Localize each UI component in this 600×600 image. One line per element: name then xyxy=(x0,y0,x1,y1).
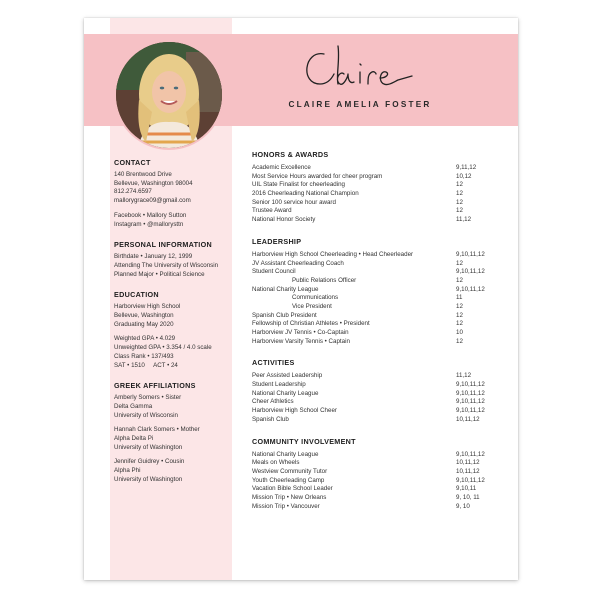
greek-line: Jennifer Guidrey • Cousin xyxy=(114,458,185,466)
item-grades: 9, 10 xyxy=(456,502,470,510)
list-item xyxy=(252,173,502,182)
item-grades: 11 xyxy=(456,294,463,302)
item-text: Mission Trip • New Orleans xyxy=(252,493,327,501)
item-text: National Charity League xyxy=(252,450,319,458)
list-item xyxy=(252,416,502,425)
item-grades: 9,10,11,12 xyxy=(456,250,485,258)
greek-line: University of Washington xyxy=(114,475,183,483)
activities-heading: ACTIVITIES xyxy=(252,358,295,368)
item-grades: 9,10,11,12 xyxy=(456,398,485,406)
script-name-signature xyxy=(294,40,434,100)
list-item xyxy=(252,372,502,381)
leadership-heading: LEADERSHIP xyxy=(252,236,302,246)
personal-line: Planned Major • Political Science xyxy=(114,270,205,278)
list-item xyxy=(252,451,502,460)
greek-heading: GREEK AFFILIATIONS xyxy=(114,381,196,391)
list-item xyxy=(252,468,502,477)
list-item xyxy=(252,260,502,269)
item-grades: 12 xyxy=(456,337,463,345)
item-text: Vice President xyxy=(292,302,332,310)
greek-line: Alpha Delta Pi xyxy=(114,435,154,443)
list-item xyxy=(252,286,502,295)
item-text: Spanish Club President xyxy=(252,311,317,319)
honors-section xyxy=(252,150,502,225)
personal-section xyxy=(114,240,234,279)
score-line: Class Rank • 137/493 xyxy=(114,352,174,360)
item-text: Academic Excellence xyxy=(252,164,311,171)
list-item xyxy=(252,268,502,277)
greek-line: Delta Gamma xyxy=(114,402,153,410)
item-grades: 11,12 xyxy=(456,216,472,224)
greek-section xyxy=(114,381,234,484)
item-text: Westview Community Tutor xyxy=(252,467,328,475)
item-grades: 10 xyxy=(456,329,463,336)
profile-photo xyxy=(114,40,224,150)
item-text: Cheer Athletics xyxy=(252,398,294,406)
item-text: Mission Trip • Vancouver xyxy=(252,502,320,510)
list-item xyxy=(252,494,502,503)
social-line: Facebook • Mallory Sutton xyxy=(114,211,187,219)
leadership-list xyxy=(252,251,502,347)
education-heading: EDUCATION xyxy=(114,290,159,300)
item-text: Spanish Club xyxy=(252,415,289,423)
item-grades: 12 xyxy=(456,181,463,189)
item-text: Public Relations Officer xyxy=(292,276,357,284)
full-name: CLAIRE AMELIA FOSTER xyxy=(288,100,432,109)
list-item xyxy=(252,190,502,199)
score-line: Unweighted GPA • 3.354 / 4.0 scale xyxy=(114,344,212,352)
honors-heading: HONORS & AWARDS xyxy=(252,150,329,159)
greek-line: Amberly Somers • Sister xyxy=(114,394,182,402)
right-column xyxy=(252,150,502,523)
personal-line: Attending The University of Wisconsin xyxy=(114,261,219,269)
item-text: Student Leadership xyxy=(252,381,306,389)
item-text: Harborview High School Cheer xyxy=(252,407,337,415)
item-text: National Honor Society xyxy=(252,216,316,224)
contact-line: 812.274.6597 xyxy=(114,188,152,196)
greek-line: Alpha Phi xyxy=(114,467,141,475)
list-item xyxy=(252,207,502,216)
community-list xyxy=(252,451,502,512)
list-item xyxy=(252,485,502,494)
item-grades: 9,10,11,12 xyxy=(456,381,485,389)
list-item xyxy=(252,381,502,390)
item-grades: 9, 10, 11 xyxy=(456,493,480,501)
item-grades: 12 xyxy=(456,276,463,284)
item-text: Harborview High School Cheerleading • Head Cheerleader xyxy=(252,250,414,258)
list-item xyxy=(252,312,502,321)
item-grades: 12 xyxy=(456,190,463,198)
social-line: Instagram • @mallorysttn xyxy=(114,220,184,228)
item-text: 2016 Cheerleading National Champion xyxy=(252,190,359,198)
item-grades: 10,11,12 xyxy=(456,459,480,467)
activities-list xyxy=(252,372,502,424)
list-item xyxy=(252,459,502,468)
list-item xyxy=(252,294,502,303)
item-text: JV Assistant Cheerleading Coach xyxy=(252,259,344,267)
list-item xyxy=(252,320,502,329)
list-item xyxy=(252,503,502,512)
list-item xyxy=(252,216,502,225)
education-line: Graduating May 2020 xyxy=(114,320,174,328)
item-text: Harborview Varsity Tennis • Captain xyxy=(252,337,350,345)
greek-line: Hannah Clark Somers • Mother xyxy=(114,426,200,434)
item-text: Communications xyxy=(292,294,339,302)
item-grades: 9,10,11,12 xyxy=(456,407,485,415)
item-grades: 12 xyxy=(456,320,463,328)
score-line: Weighted GPA • 4.029 xyxy=(114,335,176,343)
personal-line: Birthdate • January 12, 1999 xyxy=(114,253,193,261)
list-item xyxy=(252,277,502,286)
item-text: Student Council xyxy=(252,268,296,276)
education-line: Harborview High School xyxy=(114,303,181,311)
activities-section xyxy=(252,358,502,424)
greek-line: University of Wisconsin xyxy=(114,411,178,419)
item-grades: 12 xyxy=(456,302,463,310)
item-grades: 9,10,11,12 xyxy=(456,285,485,293)
greek-line: University of Washington xyxy=(114,443,183,451)
resume-page xyxy=(84,18,518,580)
item-grades: 9,10,11,12 xyxy=(456,476,485,484)
item-grades: 9,11,12 xyxy=(456,164,477,171)
score-line: SAT • 1510 ACT • 24 xyxy=(114,361,178,369)
item-text: Trustee Award xyxy=(252,207,292,215)
contact-line: Bellevue, Washington 98004 xyxy=(114,179,193,187)
list-item xyxy=(252,199,502,208)
item-text: Most Service Hours awarded for cheer program xyxy=(252,172,383,180)
left-column xyxy=(114,158,234,496)
item-text: UIL State Finalist for cheerleading xyxy=(252,181,345,189)
item-text: Meals on Wheels xyxy=(252,459,300,467)
contact-line: 140 Brentwood Drive xyxy=(114,171,172,178)
item-grades: 9,10,11,12 xyxy=(456,450,485,458)
list-item xyxy=(252,407,502,416)
list-item xyxy=(252,398,502,407)
leadership-section xyxy=(252,237,502,347)
list-item xyxy=(252,303,502,312)
item-text: National Charity League xyxy=(252,285,319,293)
list-item xyxy=(252,181,502,190)
community-heading: COMMUNITY INVOLVEMENT xyxy=(252,436,356,446)
item-text: Senior 100 service hour award xyxy=(252,198,336,206)
item-grades: 10,11,12 xyxy=(456,467,480,475)
honors-list xyxy=(252,164,502,225)
item-grades: 9,10,11,12 xyxy=(456,268,485,276)
contact-section xyxy=(114,158,234,229)
item-text: Vacation Bible School Leader xyxy=(252,485,333,493)
list-item xyxy=(252,390,502,399)
item-text: Peer Assisted Leadership xyxy=(252,372,323,380)
item-grades: 12 xyxy=(456,198,463,206)
item-text: Harborview JV Tennis • Co-Captain xyxy=(252,329,349,336)
list-item xyxy=(252,477,502,486)
contact-line: mallorygrace09@gmail.com xyxy=(114,197,191,205)
personal-heading: PERSONAL INFORMATION xyxy=(114,240,212,250)
item-grades: 10,12 xyxy=(456,172,472,180)
education-line: Bellevue, Washington xyxy=(114,312,174,320)
item-text: Youth Cheerleading Camp xyxy=(252,476,325,484)
list-item xyxy=(252,338,502,347)
item-grades: 11,12 xyxy=(456,372,472,380)
item-grades: 12 xyxy=(456,259,463,267)
item-grades: 10,11,12 xyxy=(456,415,480,423)
contact-heading: CONTACT xyxy=(114,158,151,167)
item-grades: 9,10,11,12 xyxy=(456,389,485,397)
list-item xyxy=(252,329,502,338)
portrait-image xyxy=(116,42,222,148)
community-section xyxy=(252,437,502,512)
list-item xyxy=(252,164,502,173)
item-text: Fellowship of Christian Athletes • President xyxy=(252,320,370,328)
education-section xyxy=(114,290,234,370)
item-text: National Charity League xyxy=(252,389,319,397)
item-grades: 12 xyxy=(456,311,463,319)
item-grades: 9,10,11 xyxy=(456,485,477,493)
list-item xyxy=(252,251,502,260)
item-grades: 12 xyxy=(456,207,463,215)
